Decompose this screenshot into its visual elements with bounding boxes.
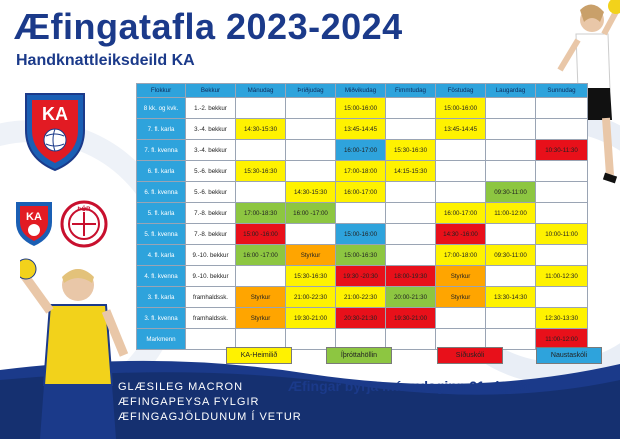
promo-line: ÆFINGAGJÖLDUNUM Í VETUR [118,411,302,423]
table-row [137,182,588,203]
schedule-cell: 15:30-16:30 [286,266,336,287]
column-header: Laugardag [486,84,536,98]
group-cell: 6. fl. kvenna [137,182,186,203]
table-row [137,203,588,224]
group-cell: Markmenn [137,329,186,350]
schedule-cell [486,140,536,161]
schedule-cell: 20:30-21:30 [336,308,386,329]
group-cell: 7. fl. karla [137,119,186,140]
schedule-cell: 11:00-12:30 [536,266,588,287]
schedule-cell [486,308,536,329]
schedule-cell [536,119,588,140]
schedule-cell: 21:00-22:30 [336,287,386,308]
schedule-cell: 18:00-19:30 [386,266,436,287]
schedule-cell [336,203,386,224]
table-row [137,161,588,182]
table-row [137,245,588,266]
table-row [137,287,588,308]
schedule-cell: 15:00-16:30 [336,245,386,266]
thor-logo [60,200,108,248]
group-cell: 7. fl. kvenna [137,140,186,161]
schedule-cell [536,245,588,266]
ka-club-logo [22,90,88,174]
schedule-cell: 14:30-15:30 [286,182,336,203]
schedule-cell: 19:30-21:00 [386,308,436,329]
schedule-cell: Styrkur [236,308,286,329]
schedule-cell [386,224,436,245]
schedule-cell: 09:30-11:00 [486,182,536,203]
legend-naustaskoli: Naustaskóli [536,347,602,364]
schedule-cell: 10:00-11:00 [536,224,588,245]
legend-ka-heimilid: KA-Heimilið [226,347,292,364]
grade-cell: 5.-6. bekkur [186,182,236,203]
schedule-cell [536,98,588,119]
legend-ithrottahollin: Íþróttahöllin [326,347,392,364]
grade-cell: 7.-8. bekkur [186,224,236,245]
schedule-cell: 11:00-12:00 [536,329,588,350]
schedule-cell: 12:30-13:30 [536,308,588,329]
schedule-cell [286,98,336,119]
schedule-cell: 15:00-16:00 [436,98,486,119]
schedule-cell: 13:45-14:45 [436,119,486,140]
grade-cell: framhaldssk. [186,287,236,308]
group-cell: 4. fl. karla [137,245,186,266]
column-header: Föstudag [436,84,486,98]
schedule-cell: 13:30-14:30 [486,287,536,308]
schedule-cell [536,161,588,182]
grade-cell: 9.-10. bekkur [186,266,236,287]
schedule-cell: 16:00 -17:00 [286,203,336,224]
schedule-cell [486,224,536,245]
grade-cell: 5.-6. bekkur [186,161,236,182]
schedule-cell [536,287,588,308]
group-cell: 3. fl. kvenna [137,308,186,329]
schedule-cell [436,308,486,329]
ka-logo-text: KA [42,104,68,124]
schedule-cell: 20:00-21:30 [386,287,436,308]
schedule-body [137,98,588,350]
schedule-cell [486,98,536,119]
grade-cell: 9.-10. bekkur [186,245,236,266]
schedule-cell: 11:00-12:00 [486,203,536,224]
group-cell: 5. fl. karla [137,203,186,224]
start-date-note: Æfingar byrja mánudaginn 21. ágúst [288,378,530,394]
schedule-cell: 16:00-17:00 [336,182,386,203]
table-row [137,308,588,329]
schedule-cell: 19:30-21:00 [286,308,336,329]
table-row [137,224,588,245]
schedule-cell: 15:00-16:00 [336,224,386,245]
schedule-cell: 17:00-18:30 [236,203,286,224]
schedule-cell: 19:30 -20:30 [336,266,386,287]
page-title: Æfingatafla 2023-2024 [14,6,403,47]
column-header: Sunnudag [536,84,588,98]
group-cell: 3. fl. karla [137,287,186,308]
schedule-table [136,83,588,350]
schedule-cell [386,182,436,203]
schedule-cell [386,245,436,266]
column-header: Bekkur [186,84,236,98]
schedule-cell: 13:45-14:45 [336,119,386,140]
promo-line: GLÆSILEG MACRON [118,381,244,393]
group-cell: 6. fl. karla [137,161,186,182]
schedule-cell [286,224,336,245]
schedule-cell: 09:30-11:00 [486,245,536,266]
table-row [137,266,588,287]
schedule-cell: Styrkur [286,245,336,266]
schedule-cell: 17:00-18:00 [336,161,386,182]
schedule-cell [286,140,336,161]
schedule-cell [236,98,286,119]
thor-logo-text: ÞÓR [77,207,91,213]
group-cell: 8 kk. og kvk. [137,98,186,119]
table-row [137,119,588,140]
schedule-cell [386,98,436,119]
column-header: Fimmtudag [386,84,436,98]
promo-text [118,380,302,425]
ka-small-logo [14,200,54,248]
schedule-cell: 15:00 -16:00 [236,224,286,245]
schedule-cell [286,119,336,140]
schedule-cell: 14:30-15:30 [236,119,286,140]
table-row [137,98,588,119]
schedule-cell [436,182,486,203]
schedule-cell [536,203,588,224]
table-row [137,140,588,161]
grade-cell: 7.-8. bekkur [186,203,236,224]
schedule-cell [436,140,486,161]
column-header: Þriðjudag [286,84,336,98]
column-header: Mánudag [236,84,286,98]
schedule-cell: 15:30-16:30 [386,140,436,161]
grade-cell: 3.-4. bekkur [186,140,236,161]
schedule-cell: 14:30 -16:00 [436,224,486,245]
schedule-cell: 15:00-16:00 [336,98,386,119]
schedule-cell [486,161,536,182]
page-subtitle: Handknattleiksdeild KA [16,52,195,69]
male-player-image [20,255,130,439]
schedule-cell: Styrkur [236,287,286,308]
schedule-cell [536,182,588,203]
schedule-cell: Styrkur [436,266,486,287]
schedule-cell: 15:30-16:30 [236,161,286,182]
legend-siduskoli: Síðuskóli [437,347,503,364]
schedule-cell [486,266,536,287]
schedule-cell: 16:00-17:00 [436,203,486,224]
schedule-cell [386,329,436,350]
schedule-cell: 21:00-22:30 [286,287,336,308]
schedule-cell [286,161,336,182]
promo-line: ÆFINGAPEYSA FYLGIR [118,396,260,408]
schedule-cell [486,119,536,140]
schedule-cell [386,203,436,224]
schedule-cell: 10:30-11:30 [536,140,588,161]
column-header: Flokkur [137,84,186,98]
schedule-cell: 14:15-15:30 [386,161,436,182]
grade-cell: framhaldssk. [186,308,236,329]
table-header-row [137,84,588,98]
schedule-cell: 17:00-18:00 [436,245,486,266]
grade-cell: 1.-2. bekkur [186,98,236,119]
schedule-cell: 16:00-17:00 [336,140,386,161]
column-header: Miðvikudag [336,84,386,98]
ka-small-logo-text: KA [26,211,42,223]
schedule-cell [386,119,436,140]
grade-cell: 3.-4. bekkur [186,119,236,140]
group-cell: 5. fl. kvenna [137,224,186,245]
schedule-cell [436,161,486,182]
schedule-cell [236,140,286,161]
schedule-cell [236,266,286,287]
schedule-cell [236,182,286,203]
schedule-cell: 16:00 -17:00 [236,245,286,266]
group-cell: 4. fl. kvenna [137,266,186,287]
schedule-cell: Styrkur [436,287,486,308]
